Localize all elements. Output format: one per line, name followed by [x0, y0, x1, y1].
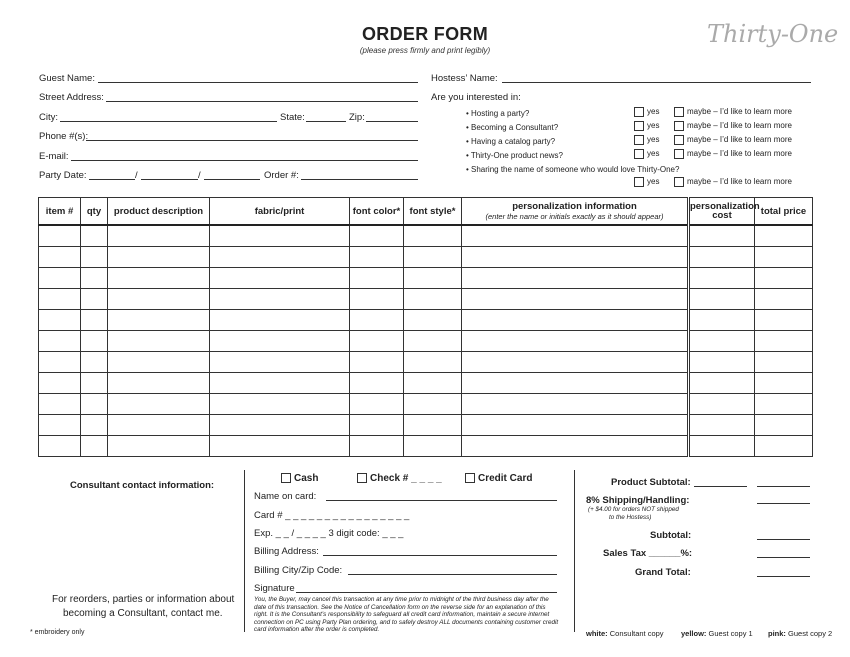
personalization-cell[interactable] — [462, 415, 689, 436]
font-color-cell[interactable] — [350, 436, 404, 457]
form-title: ORDER FORM — [362, 24, 488, 44]
total-cell[interactable] — [755, 394, 813, 415]
qty-cell[interactable] — [81, 331, 108, 352]
yes-option[interactable]: yes — [634, 107, 659, 117]
divider — [574, 470, 575, 632]
personalization-cost-cell[interactable] — [689, 268, 755, 289]
personalization-cell[interactable] — [462, 352, 689, 373]
qty-cell[interactable] — [81, 373, 108, 394]
total-cell[interactable] — [755, 289, 813, 310]
billing-city-label: Billing City/Zip Code: — [254, 565, 343, 576]
font-color-cell[interactable] — [350, 289, 404, 310]
email-field[interactable] — [71, 160, 418, 161]
item-cell[interactable] — [39, 289, 81, 310]
yellow-copy-note — [681, 629, 753, 638]
font-style-cell[interactable] — [404, 394, 462, 415]
fabric-cell[interactable] — [210, 331, 350, 352]
total-cell[interactable] — [755, 352, 813, 373]
state-field[interactable] — [306, 121, 346, 122]
maybe-option[interactable]: maybe – I’d like to learn more — [674, 177, 792, 187]
billing-city-field[interactable] — [348, 574, 557, 575]
signature-field[interactable] — [296, 592, 557, 593]
email-label: E-mail: — [39, 151, 69, 162]
table-row — [39, 225, 813, 247]
white-copy-label: white: — [586, 629, 608, 638]
checkbox-icon[interactable] — [674, 149, 684, 159]
total-cell[interactable] — [755, 268, 813, 289]
table-row — [39, 310, 813, 331]
col-font-color: font color* — [350, 198, 404, 226]
card-number-field[interactable]: Card # _ _ _ _ _ _ _ _ _ _ _ _ _ _ _ _ — [254, 510, 410, 521]
check-option[interactable]: Check # _ _ _ _ — [357, 473, 442, 484]
name-on-card-label: Name on card: — [254, 491, 317, 502]
credit-card-option[interactable]: Credit Card — [465, 473, 532, 484]
personalization-cell[interactable] — [462, 310, 689, 331]
total-cell[interactable] — [755, 415, 813, 436]
product-cell[interactable] — [108, 331, 210, 352]
product-subtotal-field[interactable] — [694, 486, 747, 487]
item-cell[interactable] — [39, 415, 81, 436]
item-cell[interactable] — [39, 331, 81, 352]
party-date-year[interactable] — [204, 179, 260, 180]
cancellation-disclaimer: You, the Buyer, may cancel this transaction at any time prior to midnight of the third business day after the date of this transaction. See the Notice of Cancellation form on the reverse side for an explanation of this right. It is the Consultant’s responsibility to safeguard all credit card information, maintain a secure internet connection on PC using Party Plan ordering, and to safely destroy ALL documents containing customer credit card information after the order is completed. — [254, 596, 559, 633]
item-cell[interactable] — [39, 352, 81, 373]
qty-cell[interactable] — [81, 352, 108, 373]
checkbox-icon[interactable] — [634, 107, 644, 117]
font-style-cell[interactable] — [404, 436, 462, 457]
personalization-cell[interactable] — [462, 289, 689, 310]
qty-cell[interactable] — [81, 415, 108, 436]
fabric-cell[interactable] — [210, 352, 350, 373]
personalization-cost-cell[interactable] — [689, 352, 755, 373]
grand-total-label: Grand Total: — [635, 567, 691, 578]
pink-copy-note — [768, 629, 832, 638]
shipping-note: to the Hostess) — [609, 514, 652, 521]
state-label: State: — [280, 112, 305, 123]
product-subtotal-total[interactable] — [757, 486, 810, 487]
subtotal-field[interactable] — [757, 539, 810, 540]
maybe-option[interactable]: maybe – I’d like to learn more — [674, 107, 792, 117]
product-subtotal-label: Product Subtotal: — [611, 477, 691, 488]
product-cell[interactable] — [108, 268, 210, 289]
expiration-field[interactable]: Exp. _ _ / _ _ _ _ 3 digit code: _ _ _ — [254, 528, 404, 539]
shipping-label: 8% Shipping/Handling: — [586, 495, 690, 506]
yes-option[interactable]: yes — [634, 135, 659, 145]
question-hosting: • Hosting a party? — [466, 109, 530, 118]
party-date-label: Party Date: — [39, 170, 87, 181]
personalization-cost-cell[interactable] — [689, 225, 755, 247]
font-style-cell[interactable] — [404, 310, 462, 331]
party-date-day[interactable] — [141, 179, 198, 180]
font-style-cell[interactable] — [404, 373, 462, 394]
col-item: item # — [39, 198, 81, 226]
phone-label: Phone #(s): — [39, 131, 89, 142]
personalization-cell[interactable] — [462, 225, 689, 247]
yes-option[interactable]: yes — [634, 121, 659, 131]
total-cell[interactable] — [755, 225, 813, 247]
sales-tax-field[interactable] — [757, 557, 810, 558]
date-slash: / — [198, 170, 201, 181]
checkbox-icon[interactable] — [634, 121, 644, 131]
qty-cell[interactable] — [81, 394, 108, 415]
shipping-note: (+ $4.00 for orders NOT shipped — [588, 506, 679, 513]
party-date-month[interactable] — [89, 179, 135, 180]
checkbox-icon[interactable] — [674, 107, 684, 117]
signature-label: Signature — [254, 583, 295, 594]
phone-field[interactable] — [86, 140, 418, 141]
table-row — [39, 394, 813, 415]
personalization-cost-cell[interactable] — [689, 415, 755, 436]
personalization-cell[interactable] — [462, 394, 689, 415]
total-cell[interactable] — [755, 436, 813, 457]
font-color-cell[interactable] — [350, 268, 404, 289]
guest-name-field[interactable] — [98, 82, 418, 83]
font-style-cell[interactable] — [404, 268, 462, 289]
interested-label: Are you interested in: — [431, 92, 521, 103]
personalization-cost-cell[interactable] — [689, 373, 755, 394]
personalization-cost-cell[interactable] — [689, 331, 755, 352]
table-row — [39, 268, 813, 289]
qty-cell[interactable] — [81, 436, 108, 457]
question-sharing: • Sharing the name of someone who would love Thirty-One? — [466, 165, 680, 174]
font-style-cell[interactable] — [404, 415, 462, 436]
qty-cell[interactable] — [81, 225, 108, 247]
yellow-copy-label: yellow: — [681, 629, 707, 638]
reorder-text-1: For reorders, parties or information about — [52, 594, 235, 605]
product-cell[interactable] — [108, 225, 210, 247]
hostess-name-field[interactable] — [502, 82, 811, 83]
table-row — [39, 436, 813, 457]
brand-logo: Thirty-One — [707, 20, 839, 48]
table-row — [39, 373, 813, 394]
item-cell[interactable] — [39, 310, 81, 331]
question-catalog: • Having a catalog party? — [466, 137, 556, 146]
qty-cell[interactable] — [81, 289, 108, 310]
divider — [244, 470, 245, 632]
font-color-cell[interactable] — [350, 415, 404, 436]
total-cell[interactable] — [755, 247, 813, 268]
fabric-cell[interactable] — [210, 310, 350, 331]
personalization-cell[interactable] — [462, 373, 689, 394]
font-style-cell[interactable] — [404, 331, 462, 352]
product-cell[interactable] — [108, 310, 210, 331]
font-color-cell[interactable] — [350, 310, 404, 331]
checkbox-icon[interactable] — [674, 121, 684, 131]
personalization-cost-cell[interactable] — [689, 247, 755, 268]
checkbox-icon[interactable] — [357, 473, 367, 483]
item-cell[interactable] — [39, 394, 81, 415]
question-consultant: • Becoming a Consultant? — [466, 123, 559, 132]
font-color-cell[interactable] — [350, 373, 404, 394]
pink-copy-label: pink: — [768, 629, 786, 638]
item-cell[interactable] — [39, 268, 81, 289]
font-color-cell[interactable] — [350, 225, 404, 247]
col-personalization-cost: personalization cost — [689, 198, 755, 226]
cash-option[interactable]: Cash — [281, 473, 318, 484]
qty-cell[interactable] — [81, 310, 108, 331]
reorder-text-2: becoming a Consultant, contact me. — [63, 608, 223, 619]
product-cell[interactable] — [108, 352, 210, 373]
zip-field[interactable] — [366, 121, 418, 122]
white-copy-note — [586, 629, 664, 638]
fabric-cell[interactable] — [210, 415, 350, 436]
checkbox-icon[interactable] — [674, 135, 684, 145]
personalization-cell[interactable] — [462, 331, 689, 352]
col-personalization — [462, 198, 689, 226]
total-cell[interactable] — [755, 331, 813, 352]
item-cell[interactable] — [39, 436, 81, 457]
city-field[interactable] — [60, 121, 277, 122]
embroidery-note: * embroidery only — [30, 629, 85, 636]
personalization-cost-cell[interactable] — [689, 310, 755, 331]
yes-option[interactable]: yes — [634, 177, 659, 187]
hostess-name-label: Hostess’ Name: — [431, 73, 498, 84]
fabric-cell[interactable] — [210, 436, 350, 457]
checkbox-icon[interactable] — [634, 177, 644, 187]
checkbox-icon[interactable] — [674, 177, 684, 187]
table-row — [39, 352, 813, 373]
font-color-cell[interactable] — [350, 331, 404, 352]
sales-tax-label: Sales Tax ______%: — [603, 548, 693, 559]
product-cell[interactable] — [108, 394, 210, 415]
col-total: total price — [755, 198, 813, 226]
checkbox-icon[interactable] — [634, 149, 644, 159]
personalization-cost-cell[interactable] — [689, 394, 755, 415]
maybe-option[interactable]: maybe – I’d like to learn more — [674, 121, 792, 131]
pink-copy-text: Guest copy 2 — [788, 629, 833, 638]
order-number-field[interactable] — [301, 179, 418, 180]
fabric-cell[interactable] — [210, 289, 350, 310]
zip-label: Zip: — [349, 112, 365, 123]
product-cell[interactable] — [108, 436, 210, 457]
product-cell[interactable] — [108, 289, 210, 310]
product-cell[interactable] — [108, 373, 210, 394]
col-fabric: fabric/print — [210, 198, 350, 226]
item-cell[interactable] — [39, 247, 81, 268]
table-header-row — [39, 198, 813, 226]
checkbox-icon[interactable] — [634, 135, 644, 145]
total-cell[interactable] — [755, 310, 813, 331]
street-address-label: Street Address: — [39, 92, 104, 103]
city-label: City: — [39, 112, 58, 123]
col-product: product description — [108, 198, 210, 226]
personalization-cell[interactable] — [462, 268, 689, 289]
item-cell[interactable] — [39, 373, 81, 394]
name-on-card-field[interactable] — [326, 500, 557, 501]
date-slash: / — [135, 170, 138, 181]
product-cell[interactable] — [108, 247, 210, 268]
street-address-field[interactable] — [106, 101, 418, 102]
shipping-field[interactable] — [757, 503, 810, 504]
yellow-copy-text: Guest copy 1 — [708, 629, 753, 638]
white-copy-text: Consultant copy — [609, 629, 664, 638]
font-style-cell[interactable] — [404, 352, 462, 373]
maybe-option[interactable]: maybe – I’d like to learn more — [674, 135, 792, 145]
personalization-cell[interactable] — [462, 247, 689, 268]
personalization-cost-cell[interactable] — [689, 436, 755, 457]
qty-cell[interactable] — [81, 268, 108, 289]
personalization-heading: personalization information — [512, 201, 637, 212]
table-row — [39, 331, 813, 352]
fabric-cell[interactable] — [210, 225, 350, 247]
font-style-cell[interactable] — [404, 289, 462, 310]
table-row — [39, 289, 813, 310]
font-color-cell[interactable] — [350, 247, 404, 268]
personalization-cost-cell[interactable] — [689, 289, 755, 310]
col-qty: qty — [81, 198, 108, 226]
checkbox-icon[interactable] — [465, 473, 475, 483]
contact-title: Consultant contact information: — [70, 480, 215, 491]
font-color-cell[interactable] — [350, 394, 404, 415]
fabric-cell[interactable] — [210, 394, 350, 415]
col-font-style: font style* — [404, 198, 462, 226]
billing-address-field[interactable] — [323, 555, 557, 556]
product-cell[interactable] — [108, 415, 210, 436]
question-news: • Thirty-One product news? — [466, 151, 563, 160]
fabric-cell[interactable] — [210, 247, 350, 268]
total-cell[interactable] — [755, 373, 813, 394]
billing-address-label: Billing Address: — [254, 546, 319, 557]
font-style-cell[interactable] — [404, 247, 462, 268]
table-row — [39, 247, 813, 268]
font-color-cell[interactable] — [350, 352, 404, 373]
order-items-table — [38, 197, 813, 457]
grand-total-field[interactable] — [757, 576, 810, 577]
qty-cell[interactable] — [81, 247, 108, 268]
personalization-subheading: (enter the name or initials exactly as it should appear) — [485, 212, 664, 221]
font-style-cell[interactable] — [404, 225, 462, 247]
form-subtitle: (please press firmly and print legibly) — [359, 46, 491, 55]
item-cell[interactable] — [39, 225, 81, 247]
guest-name-label: Guest Name: — [39, 73, 95, 84]
table-body — [39, 225, 813, 457]
fabric-cell[interactable] — [210, 373, 350, 394]
checkbox-icon[interactable] — [281, 473, 291, 483]
fabric-cell[interactable] — [210, 268, 350, 289]
personalization-cell[interactable] — [462, 436, 689, 457]
table-row — [39, 415, 813, 436]
maybe-option[interactable]: maybe – I’d like to learn more — [674, 149, 792, 159]
order-number-label: Order #: — [264, 170, 299, 181]
yes-option[interactable]: yes — [634, 149, 659, 159]
subtotal-label: Subtotal: — [650, 530, 692, 541]
